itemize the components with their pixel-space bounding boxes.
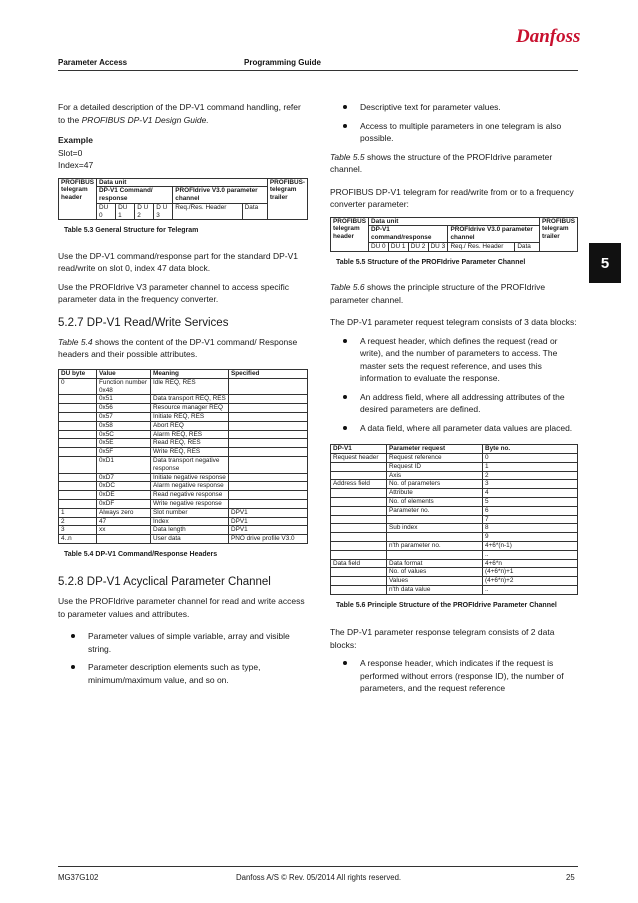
table-row [331,489,578,498]
table-cell: 4..n [59,535,97,544]
table-header-cell: DP-V1 [331,445,387,454]
table-cell: No. of values [387,568,483,577]
table-cell: 4+6*(n-1) [483,541,578,550]
table-cell: Alarm REQ, RES [151,430,229,439]
table-row [59,473,308,482]
table-cell: Data unit [369,217,540,226]
table-cell: Values [387,577,483,586]
table-cell: Initiate negative response [151,473,229,482]
table-cell [229,412,308,421]
list-item: Parameter values of simple variable, array and visible string. [58,630,310,655]
page-number: 25 [566,873,575,882]
table-cell [331,577,387,586]
table-row [331,515,578,524]
table-cell: (4+6*n)+1 [483,568,578,577]
table-cell [59,491,97,500]
table-row [331,585,578,594]
example-block [58,134,310,172]
svg-text:Danfoss: Danfoss [516,26,581,47]
table-cell: Req./Res. Header [173,203,242,220]
table-cell: 0x56 [97,404,151,413]
table-cell: No. of parameters [387,480,483,489]
list-item: A data field, where all parameter data values are placed. [330,422,578,435]
paragraph: Use the DP-V1 command/response part for the standard DP-V1 read/write on slot 0, index 47 data block. [58,250,299,274]
chapter-tab: 5 [589,243,621,283]
table-header-cell: Specified [229,369,308,378]
table-cell [229,499,308,508]
table-cell [229,404,308,413]
list-item: A request header, which defines the request (read or write), and the number of parameters to access. The master sets the request reference, and uses this information to evaluate the response. [330,335,578,385]
table-caption: Table 5.6 Principle Structure of the PROFIdrive Parameter Channel [336,601,557,609]
table-cell: No. of elements [387,497,483,506]
table-cell: 3 [59,526,97,535]
table-cell: Write negative response [151,499,229,508]
table-cell [229,482,308,491]
table-cell: Request ID [387,462,483,471]
table-cell [387,533,483,542]
table-cell [59,421,97,430]
table-row [59,508,308,517]
table-row [59,491,308,500]
table-cell: Data unit [97,178,268,187]
paragraph: The DP-V1 parameter request telegram consists of 3 data blocks: [330,317,577,328]
table-cell: 0x57 [97,412,151,421]
list-item: An address field, where all addressing attributes of the desired parameters are defined. [330,391,578,416]
table-cell: D U 3 [154,203,173,220]
paragraph: Use the PROFIdrive parameter channel for read and write access to parameter values and attributes. [58,596,305,619]
table-cell: 5 [483,497,578,506]
table-cell: PROFIBUS-telegram trailer [267,178,307,220]
table-cell: Idle REQ, RES [151,378,229,395]
table-5-4 [58,369,308,544]
table-cell: 0 [483,453,578,462]
table-cell [229,430,308,439]
list-item: Parameter description elements such as type, minimum/maximum value, and so on. [58,661,310,686]
danfoss-logo [514,22,598,50]
table-5-6 [330,444,578,595]
table-cell: xx [97,526,151,535]
table-row [59,430,308,439]
left-column [58,101,310,692]
table-cell: Data field [331,559,387,568]
table-cell: 0x5F [97,448,151,457]
table-cell: 4 [483,489,578,498]
table-cell: 1 [59,508,97,517]
table-cell: 0x5C [97,430,151,439]
table-cell: DU 0 [97,203,116,220]
table-cell [331,489,387,498]
table-cell [59,448,97,457]
table-cell: Alarm negative response [151,482,229,491]
table-cell: Data transport negative response [151,456,229,473]
table-row [331,541,578,550]
table-row [59,421,308,430]
table-row [331,550,578,559]
table-cell: DPV1 [229,517,308,526]
table-cell: 0xD7 [97,473,151,482]
table-cell: Axis [387,471,483,480]
example-slot: Slot=0 [58,147,83,158]
section-heading: 5.2.7 DP-V1 Read/Write Services [58,316,229,329]
table-cell [59,395,97,404]
table-cell: DU 1 [388,242,408,251]
table-cell [387,515,483,524]
table-cell: Initiate REQ, RES [151,412,229,421]
table-cell: PROFIBUS telegram header [331,217,369,251]
table-row [331,533,578,542]
paragraph: The DP-V1 parameter response telegram consists of 2 data blocks: [330,627,555,650]
table-cell [331,471,387,480]
table-cell: 3 [483,480,578,489]
table-cell [229,491,308,500]
footer-rule [58,866,578,867]
table-cell [59,430,97,439]
table-caption: Table 5.5 Structure of the PROFIdrive Parameter Channel [336,258,526,266]
table-cell: Sub index [387,524,483,533]
table-cell: 0x5E [97,439,151,448]
table-cell: Index [151,517,229,526]
table-cell: 9 [483,533,578,542]
paragraph: Use the PROFIdrive V3 parameter channel to access specific parameter data in the frequency converter. [58,281,290,305]
table-cell: 2 [59,517,97,526]
table-cell [387,550,483,559]
table-cell: Data length [151,526,229,535]
table-row [59,395,308,404]
table-cell: DU 3 [428,242,448,251]
table-cell: 2 [483,471,578,480]
table-cell: 7 [483,515,578,524]
table-row [331,471,578,480]
table-caption: Table 5.4 DP-V1 Command/Response Headers [64,550,218,558]
table-row [331,506,578,515]
table-row [59,404,308,413]
table-cell: 6 [483,506,578,515]
table-header-cell: Byte no. [483,445,578,454]
table-cell [331,497,387,506]
table-5-5 [330,217,578,252]
table-row [331,577,578,586]
table-row [59,482,308,491]
table-row [59,412,308,421]
list-item: Descriptive text for parameter values. [330,101,578,114]
table-cell: Resource manager REQ [151,404,229,413]
table-row [331,524,578,533]
table-cell: Data transport REQ, RES [151,395,229,404]
table-cell: Data [515,242,540,251]
table-cell: Parameter no. [387,506,483,515]
table-cell [59,439,97,448]
table-cell: DU 2 [408,242,428,251]
table-cell: PROFIBUS telegram trailer [539,217,577,251]
table-cell: PNO drive profile V3.0 [229,535,308,544]
table-cell: DU 1 [116,203,135,220]
table-cell [59,499,97,508]
table-cell: 0xDE [97,491,151,500]
table-cell: PROFIBUS telegram header [59,178,97,220]
table-cell [229,395,308,404]
table-cell: 0 [59,378,97,395]
table-cell: DPV1 [229,508,308,517]
table-header-cell: Value [97,369,151,378]
table-row [59,535,308,544]
table-cell [331,515,387,524]
table-cell: .. [483,550,578,559]
table-cell [229,378,308,395]
table-cell [229,448,308,457]
table-cell: 8 [483,524,578,533]
table-cell: .. [483,585,578,594]
intro-paragraph: For a detailed description of the DP-V1 command handling, refer to the PROFIBUS DP-V1 Design Guide. [58,102,301,125]
table-header-cell: DU byte [59,369,97,378]
table-cell [331,462,387,471]
table-cell: 0xD1 [97,456,151,473]
table-cell [331,585,387,594]
table-cell [59,412,97,421]
table-cell: Request reference [387,453,483,462]
table-cell [331,568,387,577]
right-column [330,101,578,701]
table-cell: 0xDC [97,482,151,491]
table-cell: Read REQ, RES [151,439,229,448]
table-cell [331,524,387,533]
table-row [331,462,578,471]
table-cell: Slot number [151,508,229,517]
table-cell: Req./ Res. Header [448,242,515,251]
table-cell [59,456,97,473]
table-row [59,439,308,448]
table-header-cell: Parameter request [387,445,483,454]
table-cell: 47 [97,517,151,526]
footer-doc-number: MG37G102 [58,873,99,882]
example-title: Example [58,135,93,145]
list-item: Access to multiple parameters in one telegram is also possible. [330,120,578,145]
footer-copyright: Danfoss A/S © Rev. 05/2014 All rights reserved. [236,873,402,882]
header-title: Programming Guide [244,58,321,67]
table-cell: DP-V1 command/response [369,226,448,243]
table-caption: Table 5.3 General Structure for Telegram [64,227,199,235]
table-cell [331,541,387,550]
table-cell: 0x58 [97,421,151,430]
table-row [59,517,308,526]
table-cell: (4+6*n)+2 [483,577,578,586]
table-cell: DP-V1 Command/ response [97,187,173,204]
table-cell: PROFIdrive V3.0 parameter channel [173,187,268,204]
table-row [331,480,578,489]
table-5-3 [58,178,308,221]
table-cell [229,439,308,448]
header-section: Parameter Access [58,58,128,67]
table-cell [59,473,97,482]
section-heading: 5.2.8 DP-V1 Acyclical Parameter Channel [58,576,271,589]
table-cell [229,456,308,473]
table-row [331,497,578,506]
table-row [331,453,578,462]
table-row [59,378,308,395]
list-item: A response header, which indicates if the request is performed without errors (response ID), the number of parameters, and the request reference [330,657,578,695]
table-cell: n'th data value [387,585,483,594]
table-cell [59,404,97,413]
table-row [59,448,308,457]
paragraph: PROFIBUS DP-V1 telegram for read/write from or to a frequency converter parameter: [330,186,574,209]
table-cell [331,506,387,515]
paragraph: Table 5.6 shows the principle structure of the PROFIdrive parameter channel. [330,282,546,305]
table-cell: Data format [387,559,483,568]
table-cell: Address field [331,480,387,489]
table-row [331,568,578,577]
table-cell: 0xDF [97,499,151,508]
table-cell [229,421,308,430]
table-row [331,559,578,568]
table-cell: Abort REQ [151,421,229,430]
table-cell: User data [151,535,229,544]
paragraph: Table 5.4 shows the content of the DP-V1 command/ Response headers and their possible attributes. [58,336,298,360]
table-cell: 4+6*n [483,559,578,568]
table-cell: n'th parameter no. [387,541,483,550]
table-cell: Function number 0x48 [97,378,151,395]
table-cell: Read negative response [151,491,229,500]
table-header-cell: Meaning [151,369,229,378]
table-cell: Data [242,203,267,220]
table-cell [59,482,97,491]
header-rule [58,70,578,71]
table-cell: Write REQ, RES [151,448,229,457]
table-cell [229,473,308,482]
table-cell: D U 2 [135,203,154,220]
table-cell: Attribute [387,489,483,498]
table-cell [331,533,387,542]
table-cell [97,535,151,544]
table-cell [331,550,387,559]
table-cell: DPV1 [229,526,308,535]
table-cell: PROFIdrive V3.0 parameter channel [448,226,540,243]
table-row [59,526,308,535]
table-row [59,456,308,473]
table-cell: 0x51 [97,395,151,404]
table-cell: Request header [331,453,387,462]
example-index: Index=47 [58,160,94,170]
paragraph: Table 5.5 shows the structure of the PROFIdrive parameter channel. [330,151,553,174]
table-cell: Always zero [97,508,151,517]
table-row [59,499,308,508]
table-cell: DU 0 [369,242,389,251]
table-cell: 1 [483,462,578,471]
